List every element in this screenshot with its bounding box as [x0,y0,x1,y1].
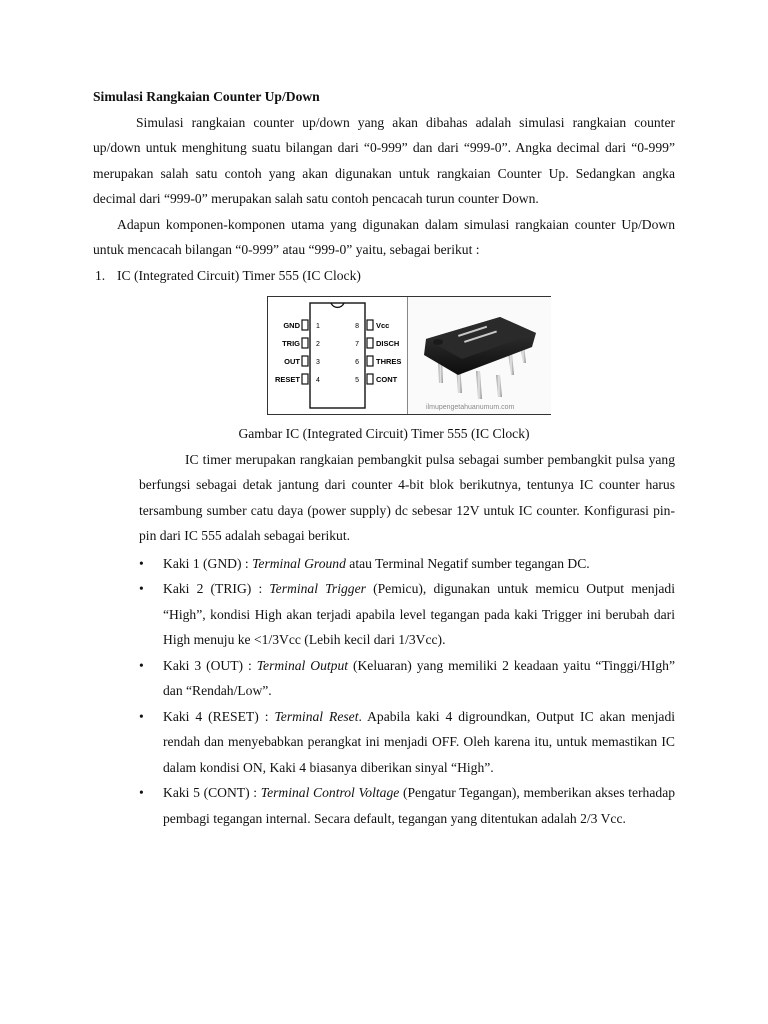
pin-prefix: Kaki 4 (RESET) : [163,708,275,724]
ic-photo-svg [408,297,551,414]
pin-description: atau Terminal Negatif sumber tegangan DC. [345,555,590,571]
bullet-icon: • [139,555,144,571]
pin-label-thres: THRES [376,357,402,366]
pin-term: Terminal Ground [252,555,346,571]
pin-label-reset: RESET [274,375,300,384]
pin-number-6: 6 [355,359,359,366]
pin-prefix: Kaki 5 (CONT) : [163,785,261,800]
pin-label-disch: DISCH [376,339,400,348]
chip-dot [433,339,443,345]
ic-555-photo [407,297,551,414]
intro-paragraph: Simulasi rangkaian counter up/down yang akan dibahas adalah simulasi rangkaian counter up/down untuk menghitung suatu bilangan dari “0-999” dan dari “999-0”. Angka decimal dari “0-999” merupakan salah satu contoh yang akan digunakan untuk rangkaian Counter Up. Sedangkan angka decimal dari “999-0” merupakan salah satu contoh pencacah turun counter Down. [93,114,675,206]
pin-pad-3 [302,356,308,366]
list-item [139,576,675,653]
ic-555-pinout-diagram [268,297,407,414]
list-number: 1. [95,267,106,283]
pin-label-cont: CONT [376,375,398,384]
pin-number-5: 5 [355,377,359,384]
bullet-icon: • [139,785,144,800]
pin-pad-4 [302,374,308,384]
pin-description: (Pemicu), digunakan untuk memicu Output menjadi “High”, kondisi High akan terjadi apabila level tegangan pada kaki Trigger ini berubah dari High menuju ke <1/3Vcc (Lebih kecil dari 1/3Vcc). [163,581,675,647]
bullet-icon: • [139,581,144,596]
list-item-text: IC (Integrated Circuit) Timer 555 (IC Clock) [117,267,361,283]
pin-number-4: 4 [316,377,320,384]
bullet-icon: • [139,708,144,724]
document-title: Simulasi Rangkaian Counter Up/Down [93,89,320,104]
pin-description: (Pengatur Tegangan), memberikan akses terhadap pembagi tegangan internal. Secara default, tegangan yang ditentukan adalah 2/3 Vcc. [163,785,676,826]
pin-prefix: Kaki 1 (GND) : [163,555,253,571]
pin-label-trig: TRIG [282,339,300,348]
pin-number-1: 1 [316,323,320,330]
figure-caption: Gambar IC (Integrated Circuit) Timer 555 (IC Clock) [238,426,530,441]
pin-label-out: OUT [284,357,300,366]
bullet-icon: • [139,657,144,673]
pin-pad-1 [302,320,308,330]
pin-list [139,551,675,832]
list-item [139,653,675,704]
pin-label-gnd: GND [283,321,300,330]
pin-term: Terminal Control Voltage [260,785,400,800]
pin-label-vcc: Vcc [376,321,390,330]
document-page [93,84,675,831]
pin-term: Terminal Trigger [269,581,366,596]
list-item-ic-555 [93,263,675,289]
pin-pad-2 [302,338,308,348]
list-item [139,780,675,831]
pin-description: . Apabila kaki 4 digroundkan, Output IC akan menjadi rendah dan menyebabkan perangkat ini menjadi OFF. Oleh karena itu, untuk memastikan IC dalam kondisi ON, Kaki 4 biasanya diberikan sinyal “High”. [163,708,676,775]
pin-pad-5 [367,374,373,384]
pin-term: Terminal Output [256,657,349,673]
pin-term: Terminal Reset [274,708,359,724]
ic-paragraph: IC timer merupakan rangkaian pembangkit pulsa sebagai sumber pembangkit pulsa yang berfungsi sebagai detak jantung dari counter 4-bit blok berikutnya, tentunya IC counter harus tersambung sumber catu daya (power supply) dc sebesar 12V untuk IC counter. Konfigurasi pin-pin dari IC 555 adalah sebagai berikut. [139,451,675,543]
components-paragraph: Adapun komponen-komponen utama yang digunakan dalam simulasi rangkaian counter Up/Down untuk mencacah bilangan “0-999” atau “999-0” yaitu, sebagai berikut : [93,216,675,257]
list-item [139,704,675,781]
pin-prefix: Kaki 2 (TRIG) : [163,581,270,596]
pin-pad-7 [367,338,373,348]
ic-description-section [139,447,675,832]
pin-prefix: Kaki 3 (OUT) : [163,657,257,673]
photo-watermark: ilmupengetahuanumum.com [426,404,515,411]
pin-pad-6 [367,356,373,366]
pin-number-2: 2 [316,341,320,348]
ic-555-figure [267,296,551,415]
pinout-svg [268,297,407,414]
pin-number-3: 3 [316,359,320,366]
chip-body [310,303,365,408]
list-item [139,551,675,577]
pin-number-7: 7 [355,341,359,348]
pin-number-8: 8 [355,323,359,330]
pin-description: (Keluaran) yang memiliki 2 keadaan yaitu “Tinggi/HIgh” dan “Rendah/Low”. [163,657,675,698]
pin-pad-8 [367,320,373,330]
